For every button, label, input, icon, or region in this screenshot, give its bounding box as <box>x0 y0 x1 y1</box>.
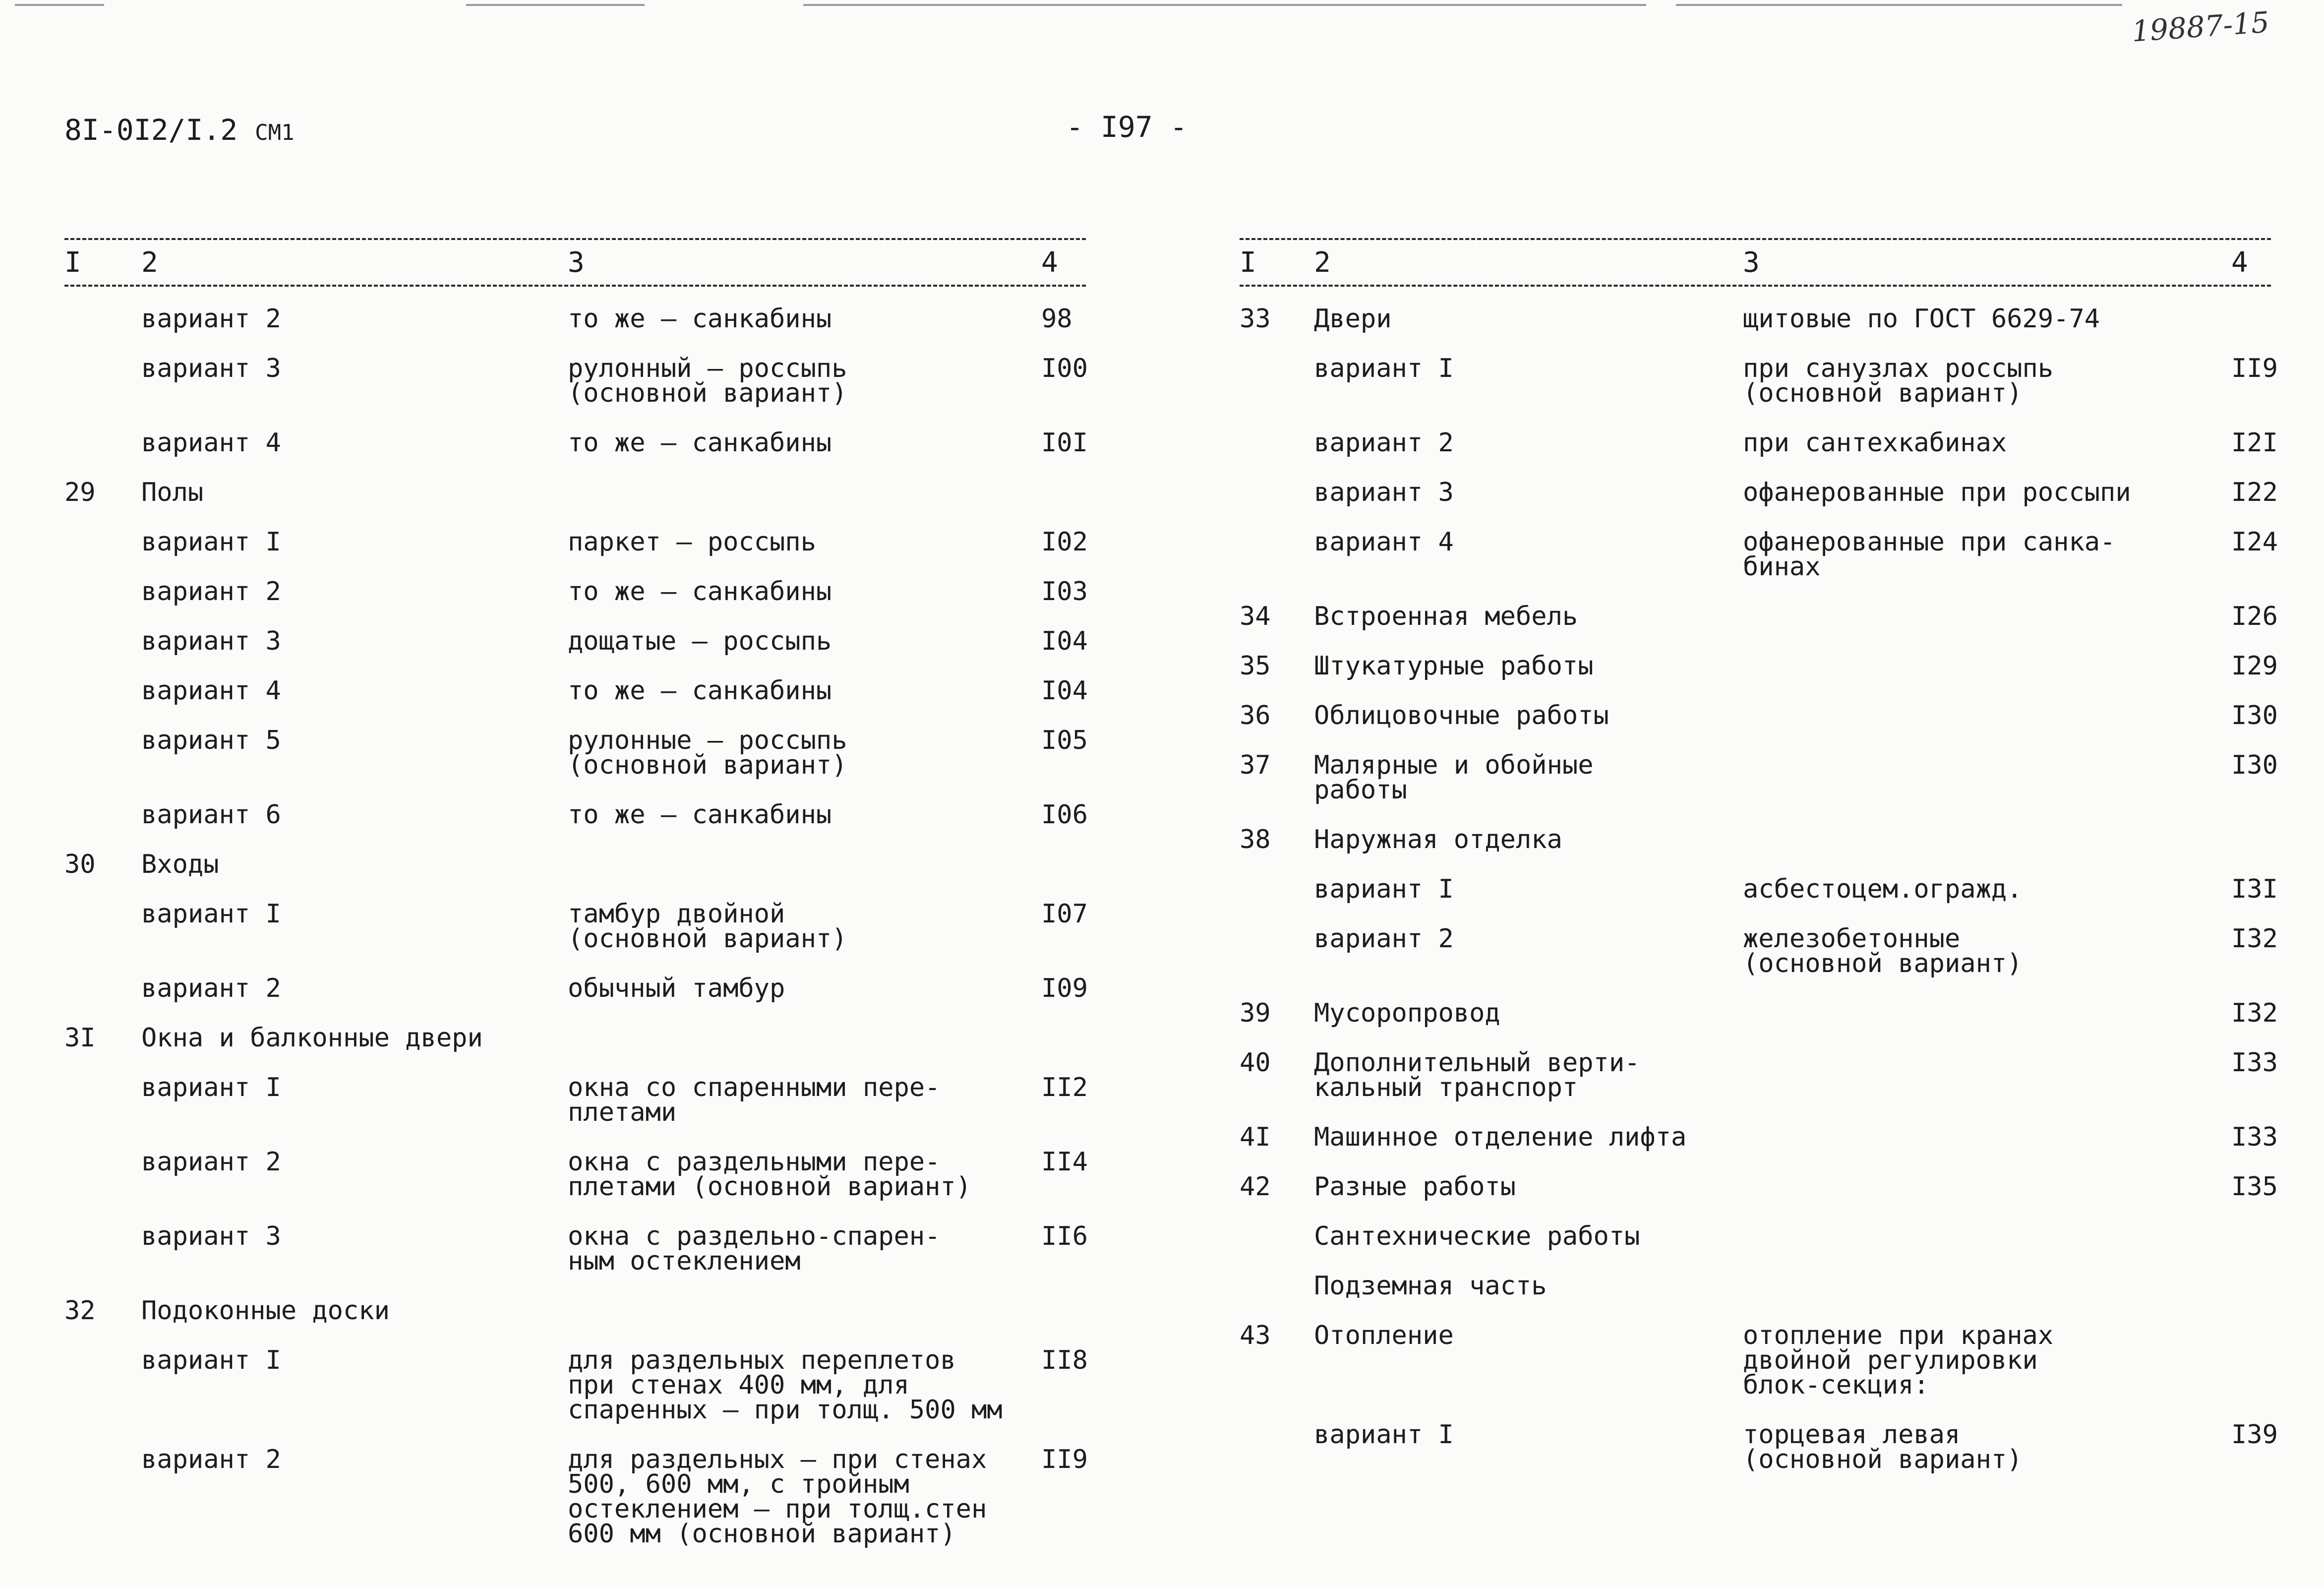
table-row <box>64 976 1086 1001</box>
row-name: Штукатурные работы <box>1314 651 1594 681</box>
row-number <box>1240 1224 1314 1249</box>
row-name: Подземная часть <box>1314 1271 1547 1301</box>
row-name: вариант 2 <box>1314 428 1454 458</box>
row-number <box>64 1348 141 1422</box>
row-name: вариант I <box>141 899 281 929</box>
table-row <box>64 852 1086 877</box>
row-description <box>1743 703 2231 728</box>
row-number: 4I <box>1240 1122 1271 1152</box>
row-page: I04 <box>1041 626 1088 656</box>
row-page: I32 <box>2231 924 2278 954</box>
row-name: вариант I <box>141 1345 281 1375</box>
table-row <box>64 356 1086 406</box>
row-number <box>64 430 141 455</box>
left-table <box>64 238 1088 1549</box>
table-row <box>1240 924 2278 978</box>
table-header-rule <box>64 285 1086 287</box>
row-name: вариант 4 <box>1314 527 1454 557</box>
row-page <box>2231 1323 2271 1398</box>
row-number <box>64 1150 141 1199</box>
table-header-row <box>64 240 1086 285</box>
table-row <box>64 800 1088 830</box>
row-page: I03 <box>1041 577 1088 607</box>
table-row <box>1240 651 2278 681</box>
row-name: вариант I <box>141 1073 281 1102</box>
row-page: I05 <box>1041 726 1088 755</box>
table-row <box>64 676 1088 706</box>
row-page: II2 <box>1041 1073 1088 1102</box>
row-number <box>1240 1422 1314 1472</box>
row-description: то же – санкабины <box>568 428 832 458</box>
row-number <box>1240 430 1314 455</box>
page-number: - I97 - <box>1066 110 1188 144</box>
table-row <box>64 728 1086 778</box>
row-page: I00 <box>1041 354 1088 383</box>
row-description <box>1743 753 2231 802</box>
row-page: I2I <box>2231 428 2278 458</box>
row-number: 43 <box>1240 1321 1271 1350</box>
row-name: вариант 5 <box>141 726 281 755</box>
row-page <box>2231 1274 2271 1298</box>
row-name: вариант 3 <box>1314 478 1454 507</box>
row-name: вариант I <box>1314 1420 1454 1450</box>
table-row <box>64 1147 1088 1202</box>
row-description: окна с раздельно-спарен- ным остеклением <box>568 1221 941 1276</box>
row-name: Окна и балконные двери <box>141 1023 483 1053</box>
column-header-4: 4 <box>1041 246 1058 279</box>
row-description: торцевая левая (основной вариант) <box>1743 1420 2023 1474</box>
table-row <box>1240 354 2278 408</box>
row-description <box>1743 827 2231 852</box>
row-number <box>1240 877 1314 902</box>
row-description: окна с раздельными пере- плетами (основной вариант) <box>568 1147 971 1202</box>
row-page <box>2231 306 2271 331</box>
column-header-1: I <box>64 246 81 279</box>
row-description: рулонные – россыпь (основной вариант) <box>568 726 847 780</box>
row-name: вариант 6 <box>141 800 281 830</box>
row-description <box>1743 1050 2231 1100</box>
row-name: вариант 3 <box>141 354 281 383</box>
row-description: рулонный – россыпь (основной вариант) <box>568 354 847 408</box>
row-page: II6 <box>1041 1221 1088 1251</box>
row-page <box>1041 852 1086 877</box>
row-number <box>64 728 141 778</box>
row-name: Наружная отделка <box>1314 825 1562 854</box>
row-description <box>568 1026 1041 1050</box>
column-header-3: 3 <box>1743 246 1760 279</box>
row-page <box>1041 1298 1086 1323</box>
row-number: 35 <box>1240 651 1271 681</box>
row-description <box>1743 604 2231 629</box>
table-row <box>1240 1122 2278 1152</box>
row-name: Полы <box>141 478 204 507</box>
row-description: асбестоцем.огражд. <box>1743 874 2023 904</box>
row-name: Машинное отделение лифта <box>1314 1122 1687 1152</box>
row-page: II4 <box>1041 1147 1088 1177</box>
table-row <box>1240 1420 2278 1474</box>
row-description: при сантехкабинах <box>1743 428 2007 458</box>
row-description <box>568 852 1041 877</box>
row-description: то же – санкабины <box>568 676 832 706</box>
row-number <box>64 356 141 406</box>
row-name: вариант I <box>141 527 281 557</box>
row-number: 30 <box>64 850 96 879</box>
row-description <box>1743 1274 2231 1298</box>
table-row <box>1240 1048 2278 1102</box>
row-page: I33 <box>2231 1048 2278 1078</box>
table-row <box>64 626 1088 656</box>
table-row <box>1240 602 2278 631</box>
row-name: Подоконные доски <box>141 1296 390 1326</box>
row-page: II9 <box>1041 1445 1088 1474</box>
table-row <box>64 1445 1088 1549</box>
table-row <box>1240 701 2278 731</box>
row-name: вариант 2 <box>141 1147 281 1177</box>
document-code-suffix: СМ1 <box>255 120 295 145</box>
row-name: вариант 2 <box>1314 924 1454 954</box>
row-name: Встроенная мебель <box>1314 602 1578 631</box>
row-name: вариант 3 <box>141 1221 281 1251</box>
row-page <box>1041 480 1086 505</box>
table-body <box>1240 304 2278 1474</box>
table-row <box>1240 827 2271 852</box>
row-description: обычный тамбур <box>568 974 785 1003</box>
table-row <box>64 1345 1088 1425</box>
table-body <box>64 304 1088 1549</box>
row-number: 3I <box>64 1023 96 1053</box>
row-number <box>64 802 141 827</box>
row-number <box>64 902 141 951</box>
row-page: I3I <box>2231 874 2278 904</box>
table-row <box>1240 874 2278 904</box>
row-page: I0I <box>1041 428 1088 458</box>
document-code <box>64 113 295 147</box>
table-row <box>64 428 1088 458</box>
row-name: Дополнительный верти- кальный транспорт <box>1314 1048 1640 1102</box>
row-description: для раздельных переплетов при стенах 400 мм, для спаренных – при толщ. 500 мм <box>568 1345 1003 1425</box>
row-name: Малярные и обойные работы <box>1314 750 1594 805</box>
row-name: Сантехнические работы <box>1314 1221 1640 1251</box>
column-header-2: 2 <box>1314 246 1331 279</box>
row-number: 40 <box>1240 1048 1271 1078</box>
row-name: вариант 2 <box>141 577 281 607</box>
row-number: 34 <box>1240 602 1271 631</box>
row-description: офанерованные при россыпи <box>1743 478 2131 507</box>
table-header-row <box>1240 240 2271 285</box>
row-number <box>64 678 141 703</box>
row-page: 98 <box>1041 304 1073 334</box>
row-number <box>64 579 141 604</box>
row-name: Разные работы <box>1314 1172 1516 1202</box>
row-number: 33 <box>1240 304 1271 334</box>
row-description: то же – санкабины <box>568 304 832 334</box>
row-description: паркет – россыпь <box>568 527 816 557</box>
row-description: железобетонные (основной вариант) <box>1743 924 2023 978</box>
row-description: щитовые по ГОСТ 6629-74 <box>1743 304 2100 334</box>
row-number <box>64 976 141 1001</box>
row-name: Облицовочные работы <box>1314 701 1609 731</box>
row-page: I30 <box>2231 701 2278 731</box>
row-number <box>64 530 141 554</box>
row-number <box>1240 530 1314 579</box>
row-page: I32 <box>2231 998 2278 1028</box>
row-description: дощатые – россыпь <box>568 626 832 656</box>
row-number <box>1240 356 1314 406</box>
row-page <box>2231 827 2271 852</box>
table-row <box>1240 1323 2271 1398</box>
row-name: Входы <box>141 850 219 879</box>
row-name: вариант 2 <box>141 1445 281 1474</box>
table-row <box>1240 998 2278 1028</box>
row-page: I04 <box>1041 676 1088 706</box>
table-row <box>1240 1221 2271 1251</box>
row-name: Отопление <box>1314 1321 1454 1350</box>
table-row <box>1240 1172 2278 1202</box>
row-number <box>64 306 141 331</box>
row-page: II8 <box>1041 1345 1088 1375</box>
document-code-main: 8I-0I2/I.2 <box>64 113 238 147</box>
row-number <box>1240 926 1314 976</box>
table-row <box>64 577 1088 607</box>
row-name: вариант 2 <box>141 304 281 334</box>
table-row <box>1240 478 2278 507</box>
row-number <box>1240 480 1314 505</box>
table-header-rule <box>1240 285 2271 287</box>
row-number <box>64 629 141 654</box>
row-description: для раздельных – при стенах 500, 600 мм, с тройным остеклением – при толщ.стен 600 мм (основной вариант) <box>568 1445 987 1549</box>
row-description <box>568 1298 1041 1323</box>
table-row <box>64 1023 1086 1053</box>
table-row <box>1240 750 2278 805</box>
table-row <box>64 1075 1086 1125</box>
row-number: 29 <box>64 478 96 507</box>
row-page <box>1041 1026 1086 1050</box>
row-description <box>1743 1224 2231 1249</box>
table-row <box>64 304 1086 334</box>
row-description <box>1743 1125 2231 1150</box>
column-header-2: 2 <box>141 246 158 279</box>
row-page: I35 <box>2231 1172 2278 1202</box>
table-row <box>64 480 1086 505</box>
row-description: отопление при кранах двойной регулировки блок-секция: <box>1743 1321 2054 1400</box>
row-description: при санузлах россыпь (основной вариант) <box>1743 354 2054 408</box>
row-page: I24 <box>2231 527 2278 557</box>
table-row <box>1240 304 2271 334</box>
row-name: вариант 4 <box>141 428 281 458</box>
row-page: I07 <box>1041 899 1088 929</box>
row-description: то же – санкабины <box>568 800 832 830</box>
row-name: вариант 4 <box>141 676 281 706</box>
column-header-1: I <box>1240 246 1256 279</box>
row-page: I39 <box>2231 1420 2278 1450</box>
row-name: Двери <box>1314 304 1392 334</box>
table-row <box>64 899 1088 954</box>
row-description: окна со спаренными пере- плетами <box>568 1073 941 1127</box>
row-description: тамбур двойной (основной вариант) <box>568 899 847 954</box>
row-description <box>1743 654 2231 678</box>
row-name: вариант I <box>1314 874 1454 904</box>
row-page: I30 <box>2231 750 2278 780</box>
row-page: I06 <box>1041 800 1088 830</box>
column-header-3: 3 <box>568 246 585 279</box>
row-number: 42 <box>1240 1172 1271 1202</box>
row-number: 37 <box>1240 750 1271 780</box>
row-name: вариант I <box>1314 354 1454 383</box>
row-number: 38 <box>1240 825 1271 854</box>
row-number: 39 <box>1240 998 1271 1028</box>
row-page: I26 <box>2231 602 2278 631</box>
row-description <box>568 480 1041 505</box>
row-page: I29 <box>2231 651 2278 681</box>
row-number <box>64 1224 141 1274</box>
row-description <box>1743 1001 2231 1026</box>
row-number <box>64 1447 141 1546</box>
row-name: вариант 3 <box>141 626 281 656</box>
row-description <box>1743 1174 2231 1199</box>
row-number <box>64 1075 141 1125</box>
row-number: 36 <box>1240 701 1271 731</box>
table-row <box>1240 527 2278 582</box>
row-page: I09 <box>1041 974 1088 1003</box>
row-page: I02 <box>1041 527 1088 557</box>
table-row <box>64 527 1088 557</box>
row-name: вариант 2 <box>141 974 281 1003</box>
row-page: II9 <box>2231 354 2278 383</box>
right-table <box>1240 238 2278 1474</box>
row-description: то же – санкабины <box>568 577 832 607</box>
table-row <box>64 1221 1088 1276</box>
row-name: Мусоропровод <box>1314 998 1500 1028</box>
scan-edge-marks <box>0 0 2324 11</box>
row-description: офанерованные при санка- бинах <box>1743 527 2116 582</box>
row-page: I22 <box>2231 478 2278 507</box>
table-row <box>1240 428 2278 458</box>
table-row <box>64 1296 1086 1326</box>
column-header-4: 4 <box>2231 246 2248 279</box>
handwritten-reference: 19887-15 <box>2131 5 2271 49</box>
row-page <box>2231 1224 2271 1249</box>
row-page: I33 <box>2231 1122 2278 1152</box>
row-number <box>1240 1274 1314 1298</box>
table-row <box>1240 1271 2271 1301</box>
row-number: 32 <box>64 1296 96 1326</box>
